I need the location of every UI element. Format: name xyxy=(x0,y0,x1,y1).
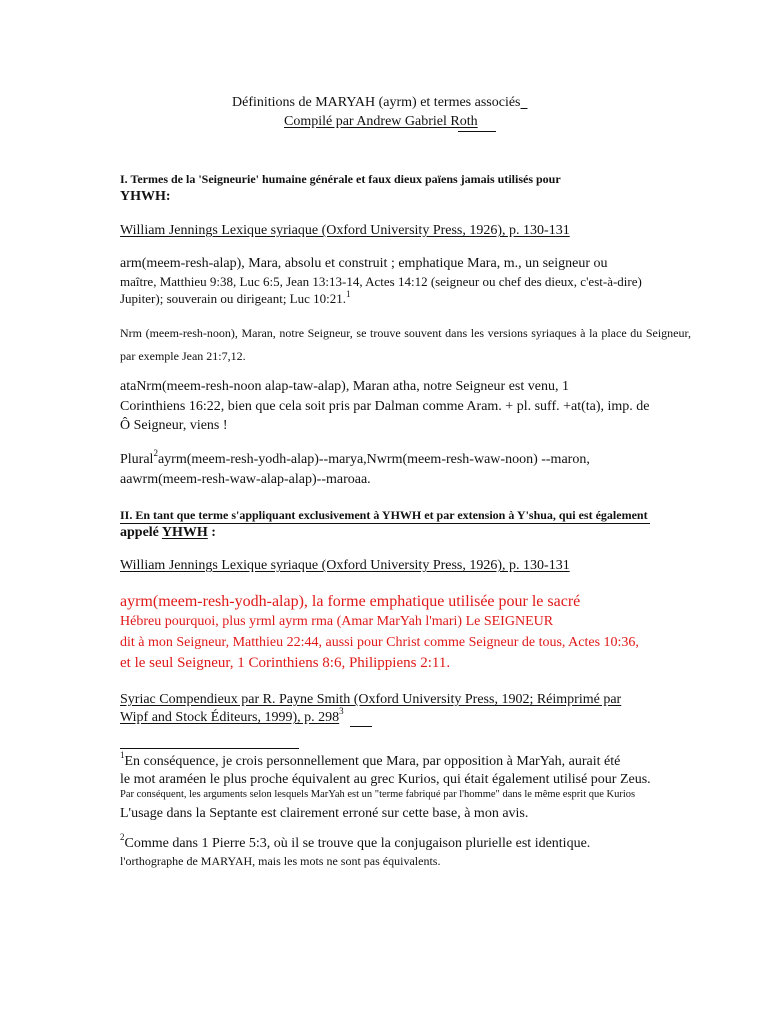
entry-arm-line3: Jupiter); souverain ou dirigeant; Luc 10:21.$^1$ xyxy=(120,288,351,306)
section1-source: William Jennings Lexique syriaque (Oxford University Press, 1926), p. 130-131 xyxy=(120,223,570,238)
entry-arm-line2: maître, Matthieu 9:38, Luc 6:5, Jean 13:13-14, Actes 14:12 (seigneur ou chef des dieux, c'est-à-dire) xyxy=(120,274,642,289)
source2-underline-extension xyxy=(350,726,372,727)
footnote-1-line2: le mot araméen le plus proche équivalent au grec Kurios, qui était également utilisé pour Zeus. xyxy=(120,772,651,787)
entry-atanrm-line2: Corinthiens 16:22, bien que cela soit pris par Dalman comme Aram. + pl. suff. +at(ta), imp. de xyxy=(120,399,650,414)
footnote-1-line3: Par conséquent, les arguments selon lesquels MarYah est un "terme fabriqué par l'homme" dans le même esprit que Kurios xyxy=(120,789,636,800)
red-line-1: ayrm(meem-resh-yodh-alap), la forme emphatique utilisée pour le sacré xyxy=(120,593,581,610)
entry-plural-line1: Plural$^2$ayrm(meem-resh-yodh-alap)--marya,Nwrm(meem-resh-waw-noon) --maron, xyxy=(120,448,590,467)
footnote-1-line1: $^1$En conséquence, je crois personnellement que Mara, par opposition à MarYah, aurait été xyxy=(120,750,621,769)
footnote-ref-3[interactable]: 3 xyxy=(339,706,344,717)
red-line-4: et le seul Seigneur, 1 Corinthiens 8:6, Philippiens 2:11. xyxy=(120,655,451,671)
document-title: Définitions de MARYAH (ayrm) et termes associés xyxy=(232,95,521,110)
entry-plural-line2: aawrm(meem-resh-waw-alap-alap)--maroaa. xyxy=(120,472,371,487)
section2-source2-line1: Syriac Compendieux par R. Payne Smith (Oxford University Press, 1902; Réimprimé par xyxy=(120,692,622,707)
section1-heading-yhwh: YHWH: xyxy=(120,189,171,204)
section1-heading: I. Termes de la 'Seigneurie' humaine générale et faux dieux païens jamais utilisés pour xyxy=(120,172,561,186)
entry-atanrm-line3: Ô Seigneur, viens ! xyxy=(120,418,228,433)
footnote-ref-1[interactable]: 1 xyxy=(346,288,351,299)
footnote-ref-2[interactable]: 2 xyxy=(153,448,158,459)
section2-heading-rule xyxy=(120,523,650,524)
footnote-2-line2: l'orthographe de MARYAH, mais les mots ne sont pas équivalents. xyxy=(120,854,441,868)
entry-atanrm-line1: ataNrm(meem-resh-noon alap-taw-alap), Maran atha, notre Seigneur est venu, 1 xyxy=(120,379,569,394)
footnote-1-line4: L'usage dans la Septante est clairement erroné sur cette base, à mon avis. xyxy=(120,806,529,821)
section2-source: William Jennings Lexique syriaque (Oxford University Press, 1926), p. 130-131 xyxy=(120,558,570,573)
footnote-separator xyxy=(120,748,299,749)
yhwh-term: YHWH xyxy=(161,525,208,540)
red-line-3: dit à mon Seigneur, Matthieu 22:44, aussi pour Christ comme Seigneur de tous, Actes 10:36, xyxy=(120,635,639,650)
entry-nrm: Nrm (meem-resh-noon), Maran, notre Seigneur, se trouve souvent dans les versions syriaques à la place du Seigneur, par exemple Jean 21:7,12. xyxy=(120,326,691,363)
red-line-2: Hébreu pourquoi, plus yrml ayrm rma (Amar MarYah l'mari) Le SEIGNEUR xyxy=(120,614,554,629)
footnote-2-line1: $^2$Comme dans 1 Pierre 5:3, où il se trouve que la conjugaison plurielle est identique. xyxy=(120,832,591,851)
document-compiler: Compilé par Andrew Gabriel Roth xyxy=(284,114,478,129)
compiler-underline-extension xyxy=(458,131,496,132)
section2-heading-line2: appelé YHWH : xyxy=(120,525,216,540)
footnote-2-marker: 2 xyxy=(120,832,125,843)
section2-source2-line2: Wipf and Stock Éditeurs, 1999), p. $298^3$ xyxy=(120,706,344,725)
entry-arm-line1: arm(meem-resh-alap), Mara, absolu et construit ; emphatique Mara, m., un seigneur ou xyxy=(120,256,608,271)
footnote-1-marker: 1 xyxy=(120,750,125,761)
section2-heading: II. En tant que terme s'appliquant exclusivement à YHWH et par extension à Y'shua, qui est également xyxy=(120,508,648,522)
